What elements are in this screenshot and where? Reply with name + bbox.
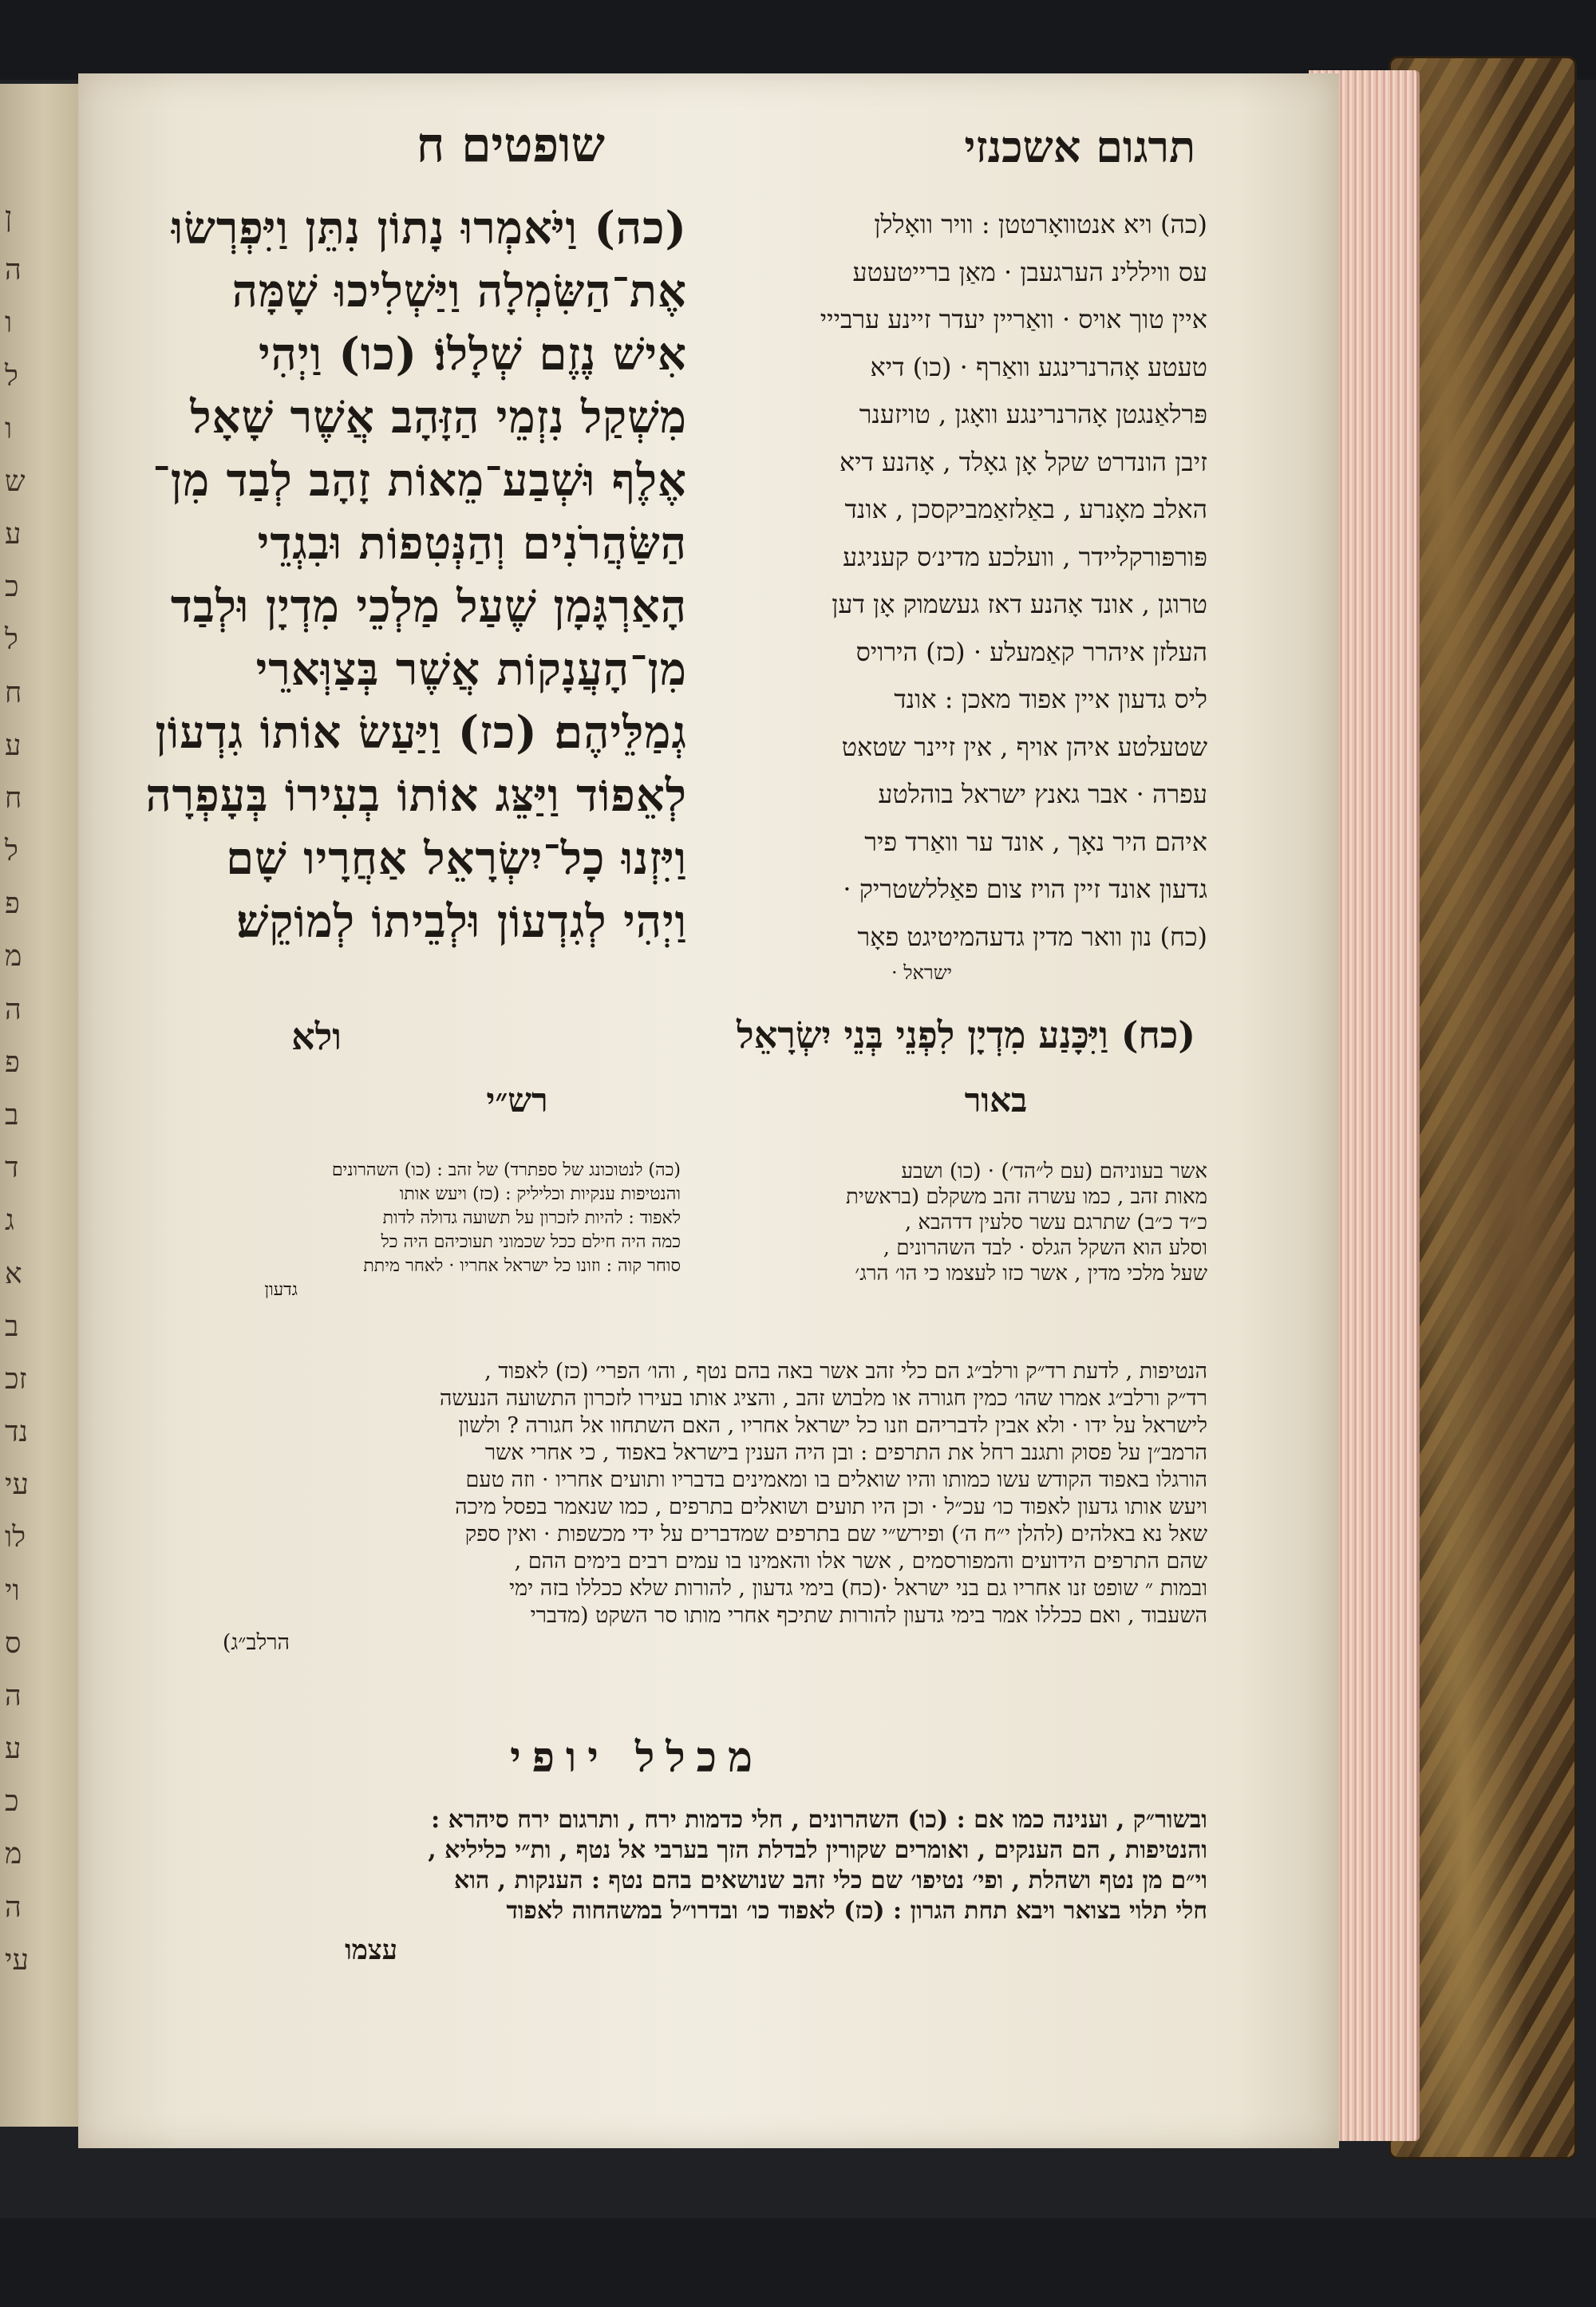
commentary-line: הרלב״ג)	[222, 1630, 290, 1655]
facing-page-letter: ע	[5, 518, 22, 551]
beur-line: כ״ד כ״ב) שתרגם עשר סלעין דדהבא ,	[904, 1211, 1207, 1234]
facing-page-letter: פ	[5, 1045, 20, 1079]
translation-line: ליס גדעון איין אפוד מאכן : אונד	[894, 684, 1207, 714]
facing-page-letter: ה	[5, 1679, 22, 1712]
rashi-header: רש״י	[486, 1080, 548, 1120]
translation-line: טעטע אָהרנרינגע וואַרף · (כו) דיא	[870, 351, 1207, 382]
facing-page-letter: ה	[5, 1890, 22, 1924]
facing-page-letter: ב	[5, 1310, 19, 1343]
michlol-line: ובשור״ק , וענינה כמו אם : (כו) השהרונים , חלי כדמות ירח , ותרגום ירח סיהרא :	[431, 1806, 1207, 1834]
hebrew-line: הַשַּׂהֲרֹנִים וְהַנְּטִפוֹת וּבִגְדֵי	[257, 517, 687, 570]
dark-background-top	[0, 0, 1596, 80]
translation-line: טרוגן , אונד אָהנע דאז געשמוק אָן דען	[832, 589, 1207, 619]
catchword-verse: ולא	[291, 1015, 342, 1058]
facing-page-letter: כ	[5, 571, 19, 604]
rashi-line: לאפוד : להיות לזכרון על תשועה גדולה לדות	[382, 1208, 681, 1228]
michlol-line: והנטיפות , הם הענקים , ואומרים שקורין לבדלת הזך בערבי אל נטף , ות״י כליליא ,	[428, 1836, 1207, 1864]
commentary-line: שהם התרפים הידועים והמפורסמים , אשר אלו והאמינו בו עמים רבים בימים ההם ,	[514, 1549, 1207, 1574]
commentary-line: הנטיפות , לדעת רד״ק ורלב״ג הם כלי זהב אשר באה בהם נטף , והו׳ הפרי׳ (כז) לאפוד ,	[484, 1359, 1207, 1384]
facing-page-edge	[0, 84, 80, 2127]
translation-line: (כח) נון וואר מדין גדעהמיטיגט פאָר	[857, 921, 1207, 952]
beur-header: באור	[964, 1080, 1028, 1120]
commentary-line: השעבוד , ואם ככללו אמר בימי גדעון להורות שתיכף אחרי מותו סר השקט (מדברי	[530, 1603, 1207, 1628]
beur-continued	[114, 1358, 1207, 1657]
michlol-line: חלי תלוי בצואר ויבא תחת הגרון : (כז) לאפוד כו׳ ובדרו״ל במשהחוה לאפוד	[506, 1897, 1207, 1925]
translation-line: גדעון אונד זיין הויז צום פאַללשטריק ·	[843, 874, 1207, 904]
facing-page-letter: מ	[5, 940, 22, 974]
beur-line: אשר בעוניהם (עם ל״הד׳) · (כו) ושבע	[901, 1159, 1207, 1183]
translation-line: פּורפּורקליידר , וועלכע מדינ׳ס קעניגע	[843, 541, 1207, 572]
commentary-line: הורגלו באפוד הקודש עשו כמותו והיו שואלים בו ומאמינים בדבריו ותועים אחריו · וזה טעם	[465, 1468, 1207, 1492]
facing-page-letter: לו	[5, 1521, 26, 1554]
facing-page-letter: ע	[5, 729, 22, 762]
michlol-line: וי״ם מן נטף ושהלת , ופי׳ נטיפו׳ שם כלי זהב שנושאים בהם נטף : הענקות , הוא	[454, 1867, 1207, 1894]
facing-page-letter: ו	[5, 306, 13, 340]
facing-page-letter: עי	[5, 1943, 29, 1977]
facing-page-letter: מ	[5, 1838, 22, 1871]
hebrew-line: אֶלֶף וּשְׁבַע־מֵאוֹת זָהָב לְבַד מִן־	[152, 454, 687, 507]
running-head-left: שופטים ח	[416, 117, 605, 173]
facing-page-letter: עי	[5, 1468, 29, 1502]
facing-page-letter: ה	[5, 254, 22, 287]
facing-page-letter: ה	[5, 993, 22, 1026]
translation-line: ישראל ·	[891, 962, 952, 984]
translation-line: פּרלאַנגטן אָהרנרינגע וואָגן , טויזענר	[859, 399, 1207, 429]
beur-line: שעל מלכי מדין , אשר כזו לעצמו כי הו׳ הרג׳	[855, 1262, 1207, 1286]
hebrew-line: גְמַלֵּיהֶם׃ (כז) וַיַּעַשׂ אוֹתוֹ גִדְעוֹן	[155, 706, 687, 759]
facing-page-letter: ב	[5, 1099, 19, 1132]
hebrew-line: וַיְהִי לְגִדְעוֹן וּלְבֵיתוֹ לְמוֹקֵשׁ׃	[235, 895, 687, 948]
hebrew-line: לְאֵפוֹד וַיַּצֵּג אוֹתוֹ בְעִירוֹ בְּעָפְרָה	[145, 769, 687, 822]
facing-page-letter: ל	[5, 359, 18, 393]
rashi-line: והנטיפות ענקיות וכליליק : (כז) ויעש אותו	[399, 1184, 681, 1204]
facing-page-letter: ן	[5, 201, 13, 234]
commentary-line: ויעש אותו גדעון לאפוד כו׳ עכ״ל · וכן היו תועים ושואלים בתרפים , כמו שנאמר בפסל מיכה	[455, 1495, 1207, 1519]
rashi-line: סוחר קוה : וזונו כל ישראל אחריו · לאחר מיתת	[363, 1256, 681, 1276]
translation-line: איין טוך אויס · וואַריין יעדר זיינע ערבייי	[820, 304, 1207, 334]
commentary-line: הרמב״ן על פסוק ותגנב רחל את התרפים : ובן היה הענין בישראל באפוד , כי אחרי אשר	[484, 1440, 1207, 1465]
translation-line: זיבן הונדרט שקל אָן גאָלד , אָהנע דיא	[839, 446, 1207, 477]
beur-line: וסלע הוא השקל הגלס · לבד השהרונים ,	[883, 1236, 1207, 1260]
translation-line: שטעלטע איהן אויף , אין זיינר שטאט	[841, 731, 1207, 762]
catchword-bottom: עצמו	[345, 1934, 397, 1966]
german-translation-column	[697, 201, 1207, 985]
hebrew-line: (כה) וַיֹּאמְרוּ נָתוֹן נִתֵּן וַיִּפְרְשׂוּ	[171, 202, 687, 255]
facing-page-letter: ל	[5, 835, 18, 868]
commentary-line: לישראל על ידו · ולא אבין לדבריהם וזנו כל ישראל אחריו , האם השתחוו אל חגורה ? ולשון	[458, 1413, 1207, 1438]
dark-background-bottom	[0, 2218, 1596, 2307]
hebrew-line: הָאַרְגָּמָן שֶׁעַל מַלְכֵי מִדְיָן וּלְבַד	[170, 580, 687, 633]
commentary-line: ובמות ״ שופט זנו אחריו גם בני ישראל ·(כח) בימי גדעון , להורות שלא ככללו בזה ימי	[509, 1576, 1207, 1601]
facing-page-letter: ע	[5, 1732, 22, 1766]
translation-line: העלזן איהרר קאַמעלע · (כז) הירויס	[855, 636, 1207, 667]
facing-page-letter: ד	[5, 1152, 19, 1185]
facing-page-letter: ל	[5, 623, 18, 657]
facing-page-letter: ג	[5, 1204, 14, 1238]
rashi-line: (כה) לנטוכונג של ספתרד) של זהב : (כו) השהרונים	[331, 1160, 681, 1180]
rashi-commentary	[114, 1159, 681, 1302]
translation-line: איהם היר נאָך , אונד ער וואַרד פיר	[864, 826, 1207, 857]
hebrew-verse-column	[93, 197, 687, 954]
rashi-line: כמה היה חילם ככל שכמוני תעוכיהם היה כל	[381, 1232, 681, 1252]
hebrew-line: אֶת־הַשִּׂמְלָה וַיַּשְׁלִיכוּ שָׁמָּה	[231, 265, 687, 318]
facing-page-letter: ו	[5, 412, 13, 445]
facing-page-letter: ס	[5, 1626, 22, 1660]
verse-28-opening: (כח) וַיִּכָּנַע מִדְיָן לִפְנֵי בְּנֵי יִשְׂרָאֵל	[737, 1013, 1195, 1057]
hebrew-line: מִן־הָעֲנָקוֹת אֲשֶׁר בְּצַוְּארֵי	[255, 643, 687, 696]
facing-page-letter: ש	[5, 464, 26, 498]
facing-page-letter: נד	[5, 1416, 29, 1449]
michlol-yofi-commentary	[114, 1805, 1207, 1926]
facing-page-letter: פ	[5, 887, 20, 921]
rashi-line: גדעון	[264, 1280, 298, 1300]
commentary-line: שאל נא באלהים (להלן י״ח ה׳) ופירש״י שם בתרפים שמדברים על ידי מכשפות · ואין ספק	[464, 1522, 1207, 1547]
hebrew-line: אִישׁ נֶזֶם שְׁלָלוֹ׃ (כו) וַיְהִי	[258, 328, 687, 381]
facing-page-letter: ח	[5, 676, 22, 709]
facing-page-letter: א	[5, 1257, 22, 1290]
translation-line: עס וויללינ הערגעבן · מאַן ברייטעטע	[852, 256, 1207, 287]
hebrew-line: וַיִּזְנוּ כָל־יִשְׂרָאֵל אַחֲרָיו שָׁם	[226, 832, 687, 885]
book-page	[78, 73, 1339, 2148]
translation-line: (כה) ויא אנטוואָרטטן : וויר וואָללן	[874, 209, 1207, 239]
facing-page-letter: וי	[5, 1574, 20, 1607]
translation-line: האלב מאָנרע , באַלזאַמביקסכן , אונד	[844, 494, 1207, 524]
translation-line: עפרה · אבר גאנץ ישראל בוהלטע	[878, 779, 1207, 809]
beur-commentary	[697, 1159, 1207, 1286]
beur-line: מאות זהב , כמו עשרה זהב משקלם (בראשית	[846, 1185, 1207, 1209]
commentary-line: רד״ק ורלב״ג אמרו שהו׳ כמין חגורה או מלבוש זהב , והציג אותו בעירו לזכרון התשועה הנעשה	[439, 1386, 1207, 1411]
hebrew-line: מִשְׁקַל נִזְמֵי הַזָּהָב אֲשֶׁר שָׁאָל	[190, 391, 687, 444]
michlol-yofi-header: מכלל יופי	[510, 1733, 764, 1782]
facing-page-letter: זכ	[5, 1362, 27, 1396]
facing-page-letter: כ	[5, 1785, 19, 1819]
running-head-right: תרגום אשכנזי	[964, 121, 1195, 172]
facing-page-letter: ח	[5, 781, 22, 815]
